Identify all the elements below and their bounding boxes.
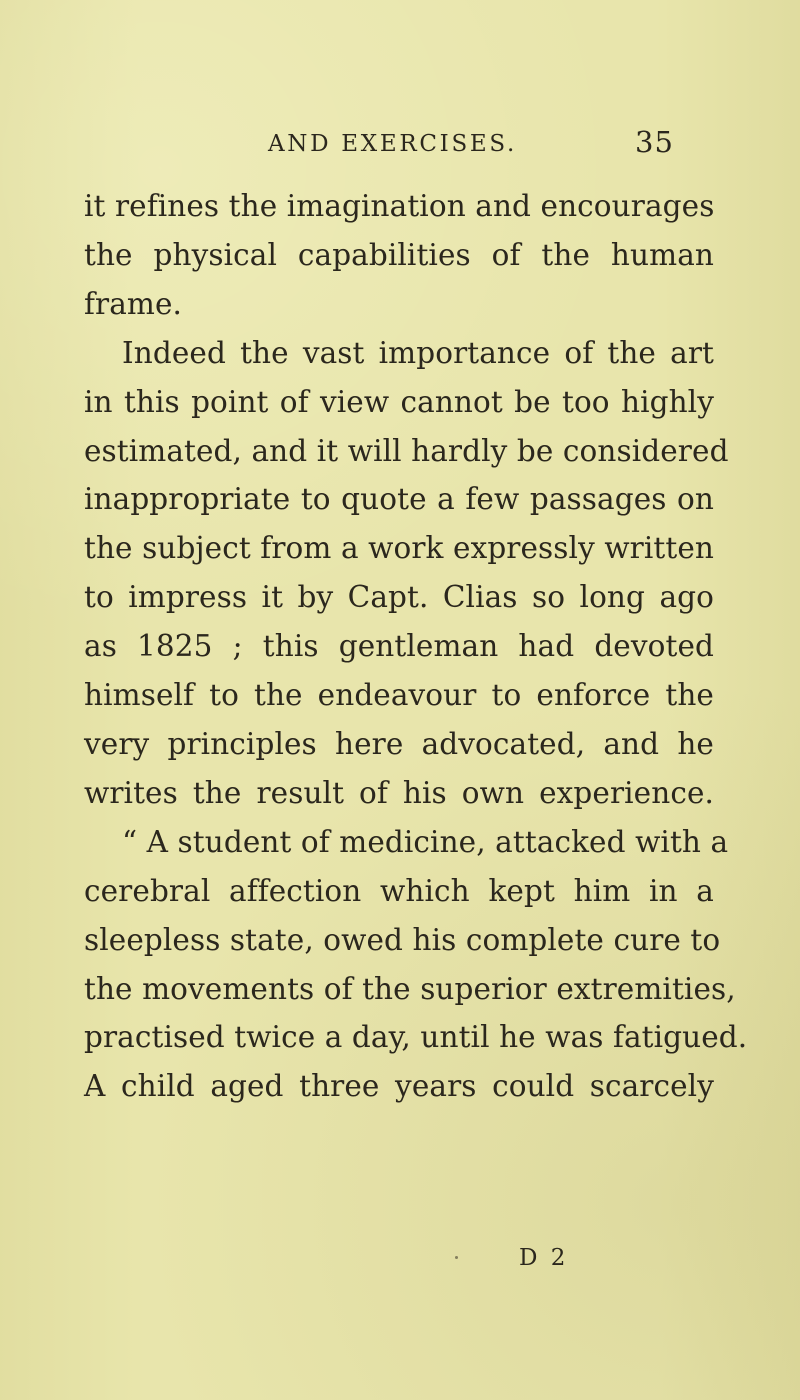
text-line: as 1825 ; this gentleman had devoted (84, 629, 714, 664)
text-line: to impress it by Capt. Clias so long ago (84, 580, 714, 615)
text-line: writes the result of his own experience. (84, 775, 714, 810)
text-line: himself to the endeavour to enforce the (84, 678, 714, 713)
ink-speck (455, 1256, 458, 1259)
text-line: it refines the imagination and encourages (84, 189, 715, 223)
text-line: cerebral affection which kept him in a (84, 873, 714, 908)
page-number: 35 (635, 125, 674, 159)
text-line: the movements of the superior extremities, (84, 971, 736, 1006)
text-line: the physical capabilities of the human (84, 237, 714, 272)
text-line: practised twice a day, until he was fatigued. (84, 1020, 748, 1055)
text-line: very principles here advocated, and he (84, 726, 714, 761)
text-line: inappropriate to quote a few passages on (84, 482, 714, 517)
running-head: AND EXERCISES. (268, 131, 518, 157)
text-line: the subject from a work expressly written (84, 531, 714, 566)
text-line: A child aged three years could scarcely (84, 1069, 714, 1104)
text-line: sleepless state, owed his complete cure to (84, 922, 721, 957)
text-line: estimated, and it will hardly be considered (84, 433, 729, 468)
signature-mark: D 2 (519, 1245, 569, 1271)
text-line: frame. (84, 286, 183, 321)
body-text (84, 182, 748, 1111)
page-header (0, 126, 800, 162)
text-line: in this point of view cannot be too highly (84, 384, 714, 419)
text-line: “ A student of medicine, attacked with a (122, 824, 729, 859)
text-line: Indeed the vast importance of the art (122, 335, 714, 370)
